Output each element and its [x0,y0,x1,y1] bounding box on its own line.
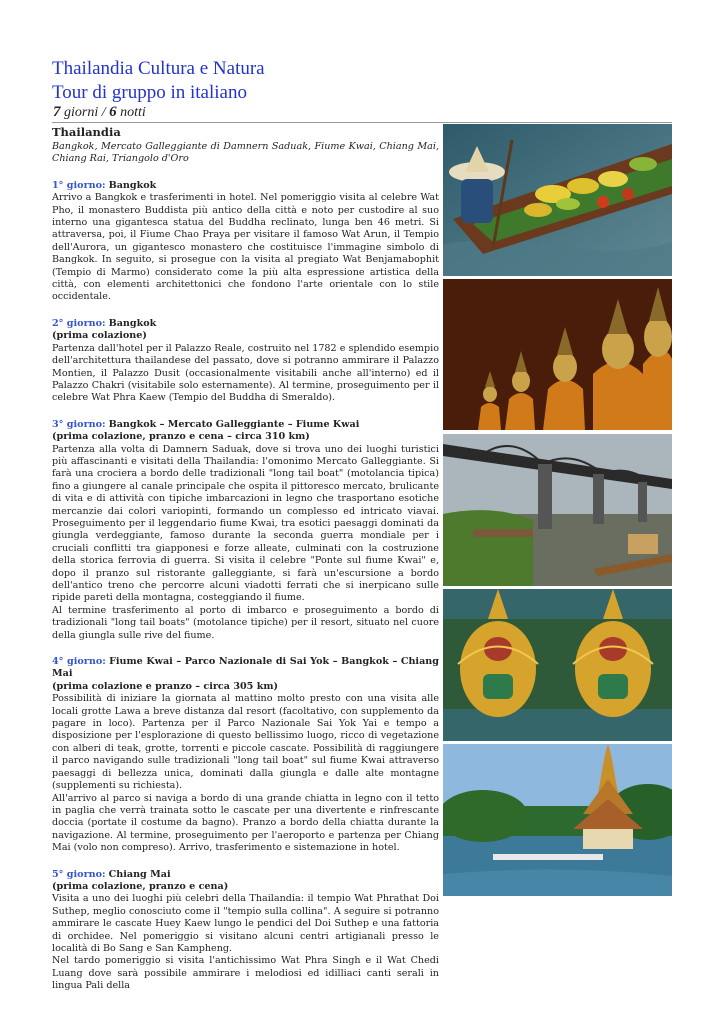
day-title: Bangkok – Mercato Galleggiante – Fiume Kwai [108,418,360,430]
page-title: Thailandia Cultura e Natura [52,58,265,79]
itinerary-column [52,125,439,1007]
photo-floating-market [443,124,672,276]
photo-buddha-statues [443,279,672,430]
day-description: Visita a uno dei luoghi più celebri della Thailandia: il tempio Wat Phrathat Doi Suthep, meglio conosciuto come il "tempio sulla collina". A seguire si potranno ammirare le cascate Huey Kaew lungo le pendici del Doi Suthep e una fattoria di orchidee. Nel pomeriggio si visitano alcuni centri artigianali presso le località di Bo Sang e San Kampheng. [52,893,439,954]
day-1 [52,180,439,304]
day-3 [52,419,439,642]
day-number: 4° giorno: [52,656,106,668]
day-4 [52,656,439,855]
day-description: All'arrivo al parco si naviga a bordo di una grande chiatta in legno con il tetto in paglia che verrà trainata sotto le cascate per una divertente e rinfrescante doccia (portate il costume da bagno). Pranzo a bordo della chiatta durante la navigazione. Al termine, proseguimento per l'aeroporto e partenza per Chiang Mai (volo non compreso). Arrivo, trasferimento e sistemazione in hotel. [52,792,439,854]
day-title: Bangkok [108,179,157,191]
days-label: giorni / [60,105,110,120]
nights-label: notti [116,105,146,120]
day-meals: (prima colazione, pranzo e cena – circa 310 km) [52,431,310,443]
day-meals: (prima colazione e pranzo – circa 305 km) [52,680,279,692]
photo-river-kwai-bridge [443,434,672,586]
day-description: Arrivo a Bangkok e trasferimenti in hotel. Nel pomeriggio visita al celebre Wat Pho, il monastero Buddista più antico della città e noto per custodire al suo interno una gigantesca statua del Buddha reclinato, lunga ben 46 metri. Si attraversa, poi, il Fiume Chao Praya per visitare il famoso Wat Arun, il Tempio dell'Aurora, un gigantesco monastero che costituisce l'immagine simbolo di Bangkok. In seguito, si prosegue con la visita al pregiato Wat Benjamabophit (Tempio di Marmo) considerato come la più alta espressione artistica della città, con elementi architettonici che fondono l'arte orientale con lo stile occidentale. [52,192,439,303]
tour-duration [53,104,146,121]
day-2 [52,318,439,405]
day-description: Partenza alla volta di Damnern Saduak, dove si trova uno dei luoghi turistici più affascinanti e visitati della Thailandia: l'omonimo Mercato Galleggiante. Si farà una crociera a bordo delle tradizionali "long tail boat" (motolancia tipica) fino a giungere al canale principale che ospita il pittoresco mercato, brulicante di vita e di attività con tipiche imbarcazioni in legno che trasportano esotiche mercanzie dai colori variopinti, formando un complesso ed intricato viavai. Proseguimento per il leggendario fiume Kwai, tra esotici paesaggi dominati da giungla verdeggiante, famoso durante la seconda guerra mondiale per i cruciali conflitti tra giapponesi e forze alleate, culminati con la costruzione della storica ferrovia di guerra. Si visita il celebre "Ponte sul fiume Kwai" e, dopo il pranzo sul ristorante galleggiante, si farà un'escursione a bordo dell'antico treno che percorre alcuni viadotti ferrati che si inerpicano sulle ripide pareti della montagna, costeggiando il fiume. [52,443,439,604]
page-subtitle: Tour di gruppo in italiano [52,82,247,103]
days-count: 7 [53,104,61,120]
day-title: Fiume Kwai – Parco Nazionale di Sai Yok – Bangkok – Chiang Mai [52,656,439,680]
day-meals: (prima colazione, pranzo e cena) [52,880,229,892]
day-title: Bangkok [108,317,157,329]
day-number: 2° giorno: [52,317,106,329]
country-heading: Thailandia [52,125,121,139]
day-5 [52,869,439,993]
day-meals: (prima colazione) [52,330,147,342]
day-description: Partenza dall'hotel per il Palazzo Reale, costruito nel 1782 e splendido esempio dell'architettura thailandese del passato, dove si potranno ammirare il Palazzo Montien, il Palazzo Dusit (occasionalmente visitabili anche all'interno) ed il Palazzo Chakri (visitabile solo esternamente). Al termine, proseguimento per il celebre Wat Phra Kaew (Tempio del Buddha di Smeraldo). [52,342,439,404]
day-description: Al termine trasferimento al porto di imbarco e proseguimento a bordo di tradizionali "long tail boats" (motolance tipiche) per il resort, situato nel cuore della giungla sulle rive del fiume. [52,604,439,641]
day-number: 5° giorno: [52,868,106,880]
photo-thai-pavilion [443,744,672,896]
day-description: Nel tardo pomeriggio si visita l'antichissimo Wat Phra Singh e il Wat Chedi Luang dove sarà possibile ammirare i melodiosi ed idilliaci canti serali in lingua Pali della [52,955,439,992]
day-number: 1° giorno: [52,179,106,191]
day-number: 3° giorno: [52,418,106,430]
day-description: Possibilità di iniziare la giornata al mattino molto presto con una visita alle locali grotte Lawa a breve distanza dal resort (facoltativo, con supplemento da pagare in loco). Partenza per il Parco Nazionale Sai Yok Yai e tempo a disposizione per l'esplorazione di questo bellissimo luogo, ricco di vegetazione con alberi di teak, grotte, torrenti e piccole cascate. Possibilità di raggiungere il parco navigando sulle tradizionali "long tail boat" sul fiume Kwai attraverso paesaggi di bellezza unica, dominati dalla giungla e dalle alte montagne (supplementi su richiesta). [52,693,439,792]
nights-count: 6 [109,104,117,120]
header-divider [52,122,672,123]
route-summary: Bangkok, Mercato Galleggiante di Damnern Saduak, Fiume Kwai, Chiang Mai, Chiang Rai, Triangolo d'Oro [52,141,439,165]
photo-golden-guardians [443,589,672,741]
day-title: Chiang Mai [108,868,171,880]
